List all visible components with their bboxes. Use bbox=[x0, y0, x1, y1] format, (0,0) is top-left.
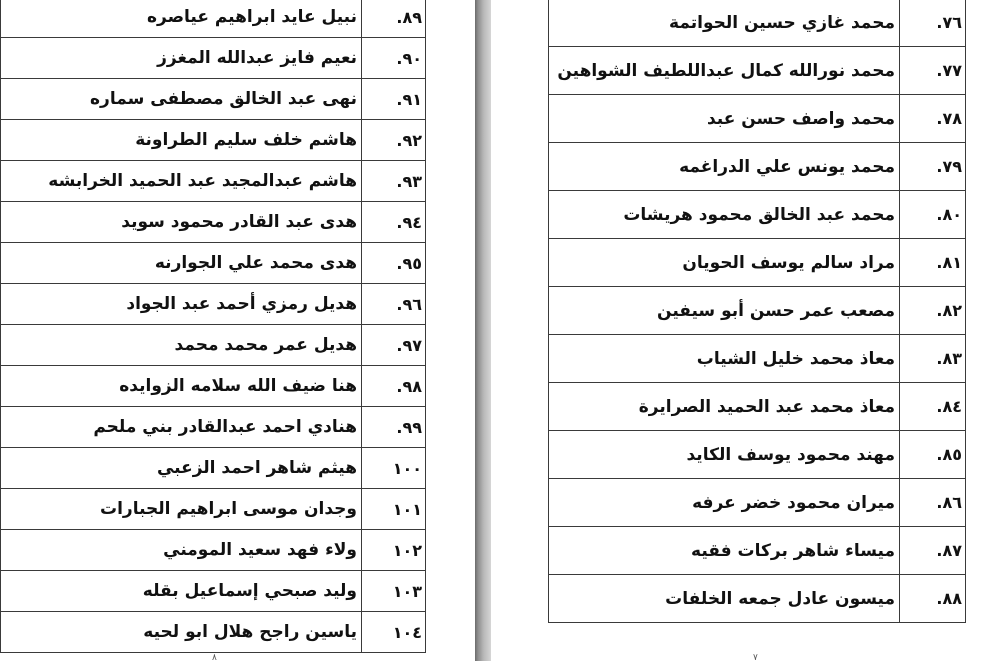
table-row-right bbox=[549, 191, 966, 239]
row-number: ٩٨. bbox=[362, 366, 426, 407]
row-number: ١٠٤ bbox=[362, 612, 426, 653]
row-number: ٨٧. bbox=[900, 527, 966, 575]
table-row-left bbox=[1, 571, 426, 612]
left-page bbox=[0, 0, 475, 661]
names-table-right bbox=[548, 0, 966, 623]
table-row-right bbox=[549, 143, 966, 191]
table-row-left bbox=[1, 407, 426, 448]
right-page bbox=[491, 0, 983, 661]
row-number: ٩٧. bbox=[362, 325, 426, 366]
row-number: ٩١. bbox=[362, 79, 426, 120]
row-number: ٧٦. bbox=[900, 0, 966, 47]
person-name: هاشم خلف سليم الطراونة bbox=[1, 120, 362, 161]
row-number: ٨٣. bbox=[900, 335, 966, 383]
table-row-left bbox=[1, 243, 426, 284]
person-name: معاذ محمد خليل الشياب bbox=[549, 335, 900, 383]
names-table-left-body bbox=[1, 0, 426, 653]
row-number: ٨٤. bbox=[900, 383, 966, 431]
row-number: ٧٨. bbox=[900, 95, 966, 143]
person-name: محمد يونس علي الدراغمه bbox=[549, 143, 900, 191]
person-name: هدى عبد القادر محمود سويد bbox=[1, 202, 362, 243]
row-number: ٩٣. bbox=[362, 161, 426, 202]
row-number: ١٠٣ bbox=[362, 571, 426, 612]
person-name: محمد غازي حسين الحواتمة bbox=[549, 0, 900, 47]
table-row-left bbox=[1, 0, 426, 38]
person-name: هنا ضيف الله سلامه الزوايده bbox=[1, 366, 362, 407]
person-name: ولاء فهد سعيد المومني bbox=[1, 530, 362, 571]
row-number: ٨٢. bbox=[900, 287, 966, 335]
row-number: ٨٦. bbox=[900, 479, 966, 527]
row-number: ٧٩. bbox=[900, 143, 966, 191]
table-row-right bbox=[549, 0, 966, 47]
person-name: محمد واصف حسن عبد bbox=[549, 95, 900, 143]
person-name: محمد عبد الخالق محمود هريشات bbox=[549, 191, 900, 239]
person-name: نهى عبد الخالق مصطفى سماره bbox=[1, 79, 362, 120]
table-row-left bbox=[1, 202, 426, 243]
person-name: معاذ محمد عبد الحميد الصرايرة bbox=[549, 383, 900, 431]
row-number: ١٠١ bbox=[362, 489, 426, 530]
table-row-left bbox=[1, 38, 426, 79]
row-number: ٨٥. bbox=[900, 431, 966, 479]
table-row-left bbox=[1, 325, 426, 366]
person-name: مصعب عمر حسن أبو سيفين bbox=[549, 287, 900, 335]
row-number: ٩٤. bbox=[362, 202, 426, 243]
table-row-right bbox=[549, 479, 966, 527]
row-number: ٩٦. bbox=[362, 284, 426, 325]
table-row-right bbox=[549, 335, 966, 383]
person-name: ياسين راجح هلال ابو لحيه bbox=[1, 612, 362, 653]
person-name: هديل رمزي أحمد عبد الجواد bbox=[1, 284, 362, 325]
table-row-left bbox=[1, 366, 426, 407]
person-name: محمد نورالله كمال عبداللطيف الشواهين bbox=[549, 47, 900, 95]
person-name: ميران محمود خضر عرفه bbox=[549, 479, 900, 527]
row-number: ٨٨. bbox=[900, 575, 966, 623]
table-row-left bbox=[1, 120, 426, 161]
table-row-right bbox=[549, 575, 966, 623]
table-row-right bbox=[549, 383, 966, 431]
row-number: ١٠٢ bbox=[362, 530, 426, 571]
row-number: ٨١. bbox=[900, 239, 966, 287]
table-row-left bbox=[1, 612, 426, 653]
person-name: مهند محمود يوسف الكايد bbox=[549, 431, 900, 479]
row-number: ٩٥. bbox=[362, 243, 426, 284]
row-number: ٧٧. bbox=[900, 47, 966, 95]
table-row-right bbox=[549, 239, 966, 287]
names-table-left bbox=[0, 0, 426, 653]
table-row-left bbox=[1, 448, 426, 489]
person-name: ميسون عادل جمعه الخلفات bbox=[549, 575, 900, 623]
person-name: وجدان موسى ابراهيم الجبارات bbox=[1, 489, 362, 530]
table-row-left bbox=[1, 284, 426, 325]
table-row-left bbox=[1, 161, 426, 202]
person-name: وليد صبحي إسماعيل بقله bbox=[1, 571, 362, 612]
row-number: ٨٩. bbox=[362, 0, 426, 38]
table-row-right bbox=[549, 287, 966, 335]
page-gutter bbox=[475, 0, 491, 661]
table-row-right bbox=[549, 527, 966, 575]
person-name: مراد سالم يوسف الحويان bbox=[549, 239, 900, 287]
names-table-right-body bbox=[549, 0, 966, 623]
table-row-right bbox=[549, 47, 966, 95]
table-row-left bbox=[1, 489, 426, 530]
person-name: هديل عمر محمد محمد bbox=[1, 325, 362, 366]
person-name: نعيم فايز عبدالله المغزز bbox=[1, 38, 362, 79]
row-number: ٨٠. bbox=[900, 191, 966, 239]
row-number: ١٠٠ bbox=[362, 448, 426, 489]
table-row-right bbox=[549, 431, 966, 479]
row-number: ٩٠. bbox=[362, 38, 426, 79]
page-number-left: ٨ bbox=[212, 653, 217, 661]
table-row-right bbox=[549, 95, 966, 143]
person-name: هيثم شاهر احمد الزعبي bbox=[1, 448, 362, 489]
row-number: ٩٢. bbox=[362, 120, 426, 161]
person-name: هنادي احمد عبدالقادر بني ملحم bbox=[1, 407, 362, 448]
row-number: ٩٩. bbox=[362, 407, 426, 448]
table-row-left bbox=[1, 79, 426, 120]
person-name: هدى محمد علي الجوارنه bbox=[1, 243, 362, 284]
person-name: هاشم عبدالمجيد عبد الحميد الخرابشه bbox=[1, 161, 362, 202]
person-name: ميساء شاهر بركات فقيه bbox=[549, 527, 900, 575]
person-name: نبيل عايد ابراهيم عياصره bbox=[1, 0, 362, 38]
table-row-left bbox=[1, 530, 426, 571]
page-number-right: ٧ bbox=[753, 653, 758, 661]
